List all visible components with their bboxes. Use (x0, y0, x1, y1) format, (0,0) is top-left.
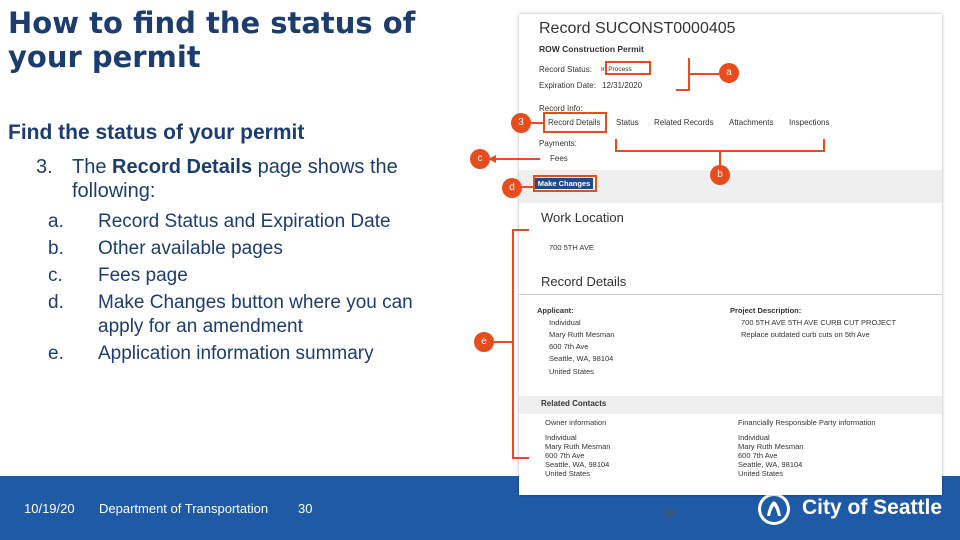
status-highlight (606, 62, 650, 74)
bracket-a (676, 58, 689, 90)
tab-inspections[interactable]: Inspections (789, 118, 830, 127)
frp-line: 600 7th Ave (738, 451, 778, 460)
owner-line: Seattle, WA, 98104 (545, 460, 610, 469)
step-text-post: page shows the following: (72, 156, 398, 202)
record-type: ROW Construction Permit (539, 44, 644, 54)
item-letter: d. (48, 292, 64, 313)
project-description-line: Replace outdated curb cuts on 5th Ave (741, 330, 870, 339)
owner-line: 600 7th Ave (545, 451, 585, 460)
bracket-b (616, 139, 824, 151)
work-location-address: 700 5TH AVE (549, 243, 594, 252)
record-details-title: Record Details (541, 274, 627, 289)
item-text: Other available pages (98, 238, 283, 259)
item-letter: e. (48, 343, 64, 364)
annotation-3: 3 (511, 113, 531, 133)
slide-title: How to find the status of your permit (8, 6, 416, 74)
applicant-line: Individual (549, 318, 581, 327)
work-location-title: Work Location (541, 210, 624, 225)
item-text: Record Status and Expiration Date (98, 211, 391, 232)
applicant-line: 600 7th Ave (549, 342, 589, 351)
applicant-line: United States (549, 367, 595, 376)
owner-line: United States (545, 469, 591, 478)
record-status-value: In Process (601, 66, 632, 73)
record-info-label: Record Info: (539, 104, 583, 113)
tab-related-records[interactable]: Related Records (654, 118, 714, 127)
make-changes-highlight (534, 176, 596, 191)
applicant-label: Applicant: (537, 306, 574, 315)
bracket-e (513, 230, 529, 458)
owner-info-label: Owner information (545, 418, 607, 427)
related-contacts-title: Related Contacts (541, 399, 607, 408)
center-page-number: 30 (663, 508, 676, 520)
frp-line: United States (738, 469, 784, 478)
make-changes-button[interactable]: Make Changes (535, 178, 593, 189)
item-letter: b. (48, 238, 64, 259)
tab-record-details[interactable]: Record Details (548, 118, 601, 127)
step-text-bold: Record Details (112, 156, 253, 178)
annotation-c: c (470, 149, 490, 169)
record-status-label: Record Status: (539, 65, 592, 74)
footer-page-number: 30 (298, 501, 313, 516)
step-text-pre: The (72, 156, 113, 178)
expiration-label: Expiration Date: (539, 81, 596, 90)
applicant-line: Mary Ruth Mesman (549, 330, 615, 339)
item-text: Fees page (98, 265, 188, 286)
city-of-seattle-logo-text: City of Seattle (802, 496, 943, 519)
item-text: Make Changes button where you can apply for an amendment (98, 292, 413, 337)
project-description-label: Project Description: (730, 306, 802, 315)
frp-info-label: Financially Responsible Party information (738, 418, 876, 427)
tab-attachments[interactable]: Attachments (729, 118, 774, 127)
item-text: Application information summary (98, 343, 374, 364)
project-description-line: 700 5TH AVE 5TH AVE CURB CUT PROJECT (741, 318, 897, 327)
frp-line: Individual (738, 433, 770, 442)
fees-link[interactable]: Fees (550, 154, 568, 163)
owner-line: Mary Ruth Mesman (545, 442, 611, 451)
record-title: Record SUCONST0000405 (539, 20, 736, 37)
expiration-value: 12/31/2020 (602, 81, 643, 90)
footer-date: 10/19/20 (24, 501, 75, 516)
record-details-highlight (544, 113, 606, 132)
applicant-line: Seattle, WA, 98104 (549, 354, 614, 363)
slide-subtitle: Find the status of your permit (8, 121, 305, 144)
annotation-e: e (474, 332, 494, 352)
owner-line: Individual (545, 433, 577, 442)
payments-label: Payments: (539, 139, 577, 148)
annotation-d: d (502, 178, 522, 198)
item-letter: c. (48, 265, 63, 286)
step-number: 3. (36, 156, 53, 178)
annotation-b: b (710, 165, 730, 185)
tab-status[interactable]: Status (616, 118, 639, 127)
frp-line: Seattle, WA, 98104 (738, 460, 803, 469)
footer-department: Department of Transportation (99, 501, 269, 516)
annotation-a: a (719, 63, 739, 83)
frp-line: Mary Ruth Mesman (738, 442, 804, 451)
item-letter: a. (48, 211, 64, 232)
